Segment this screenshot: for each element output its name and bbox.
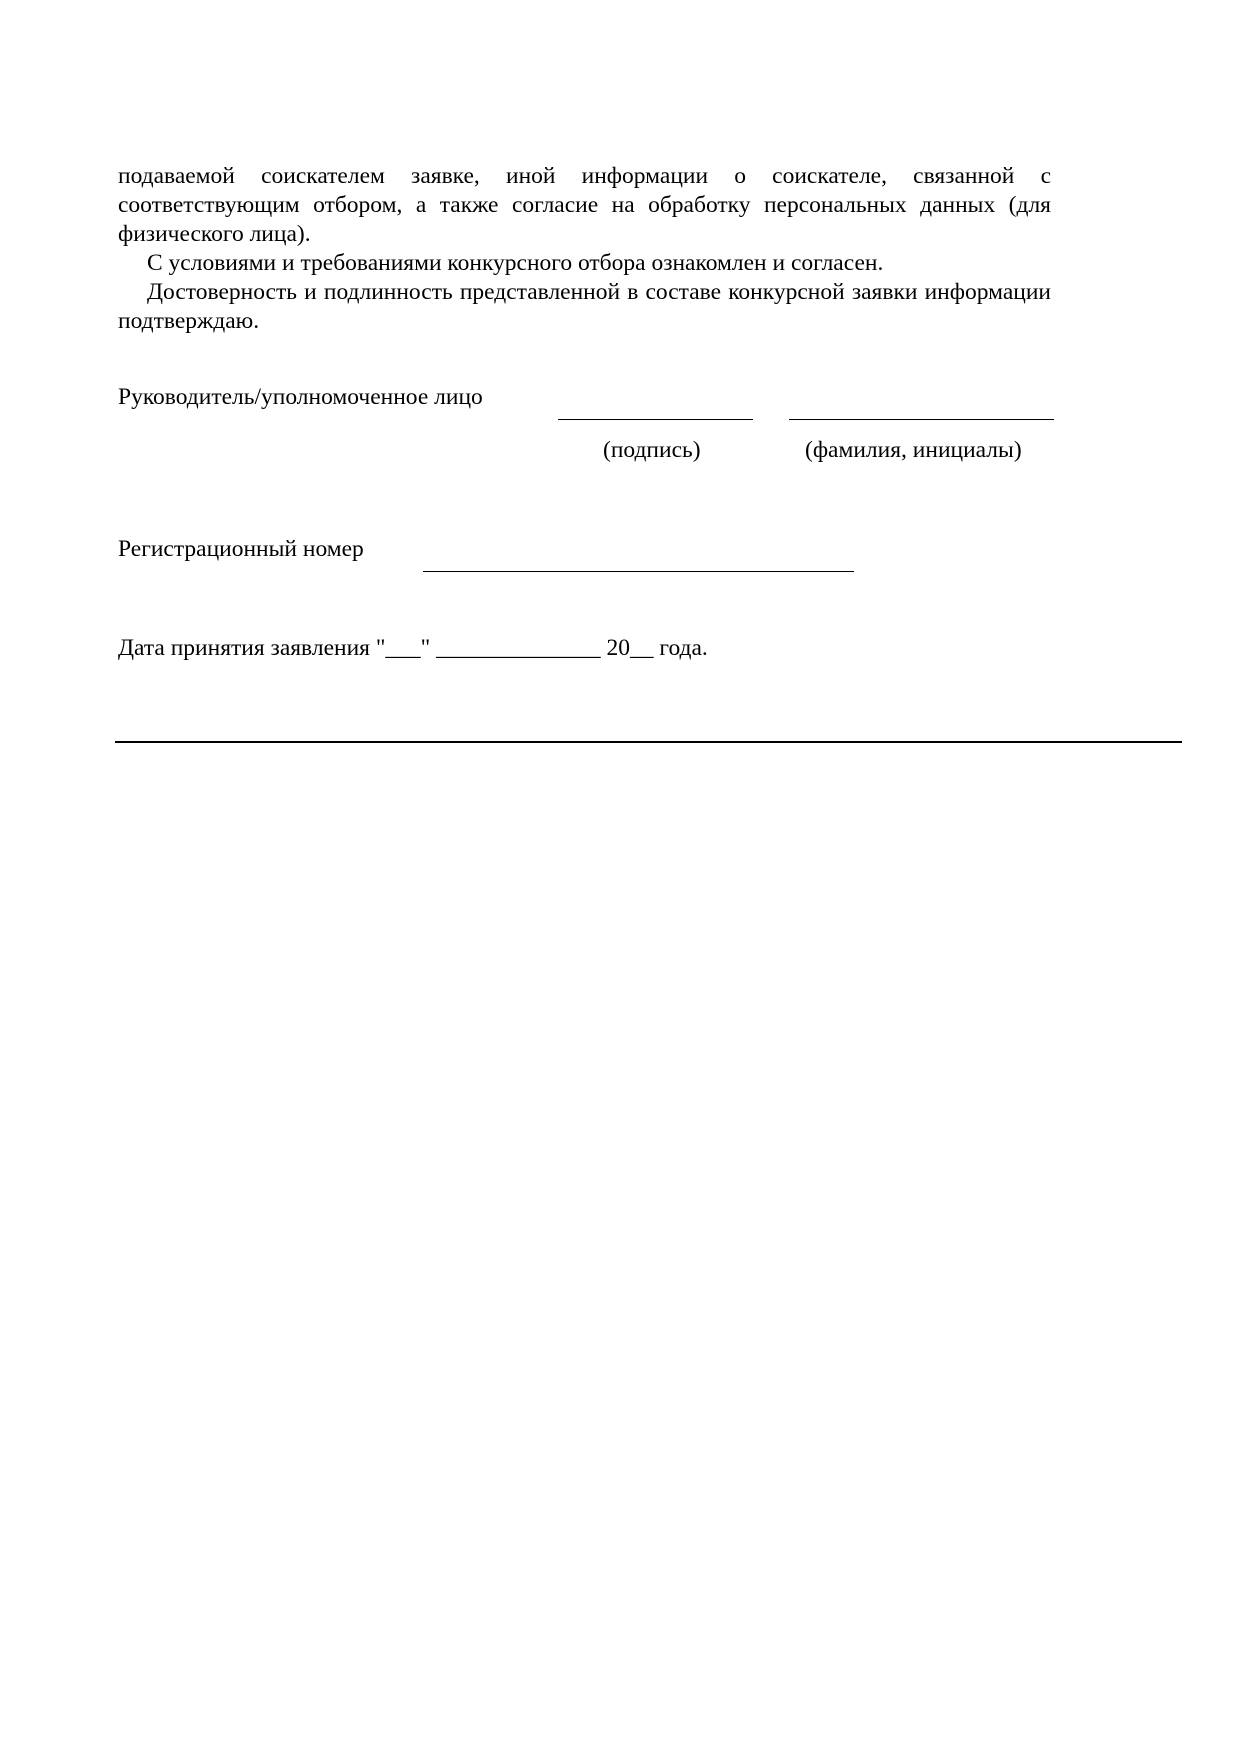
- consent-paragraph: подаваемой соискателем заявке, иной информации о соискателе, связанной с соответствующим отбором, а также согласие на обработку персональных данных (для физического лица).: [118, 163, 1051, 247]
- registration-number-line[interactable]: [423, 571, 854, 572]
- name-initials-caption: (фамилия, инициалы): [805, 437, 1022, 463]
- conditions-paragraph: С условиями и требованиями конкурсного отбора ознакомлен и согласен.: [147, 250, 884, 276]
- signature-caption: (подпись): [603, 437, 701, 463]
- acceptance-date-line: Дата принятия заявления "___" ______________ 20__ года.: [118, 635, 708, 661]
- name-initials-line[interactable]: [789, 419, 1054, 420]
- body-text: [118, 162, 1051, 336]
- signatory-label: Руководитель/уполномоченное лицо: [118, 384, 483, 410]
- registration-number-label: Регистрационный номер: [118, 536, 364, 562]
- signature-line[interactable]: [558, 419, 753, 420]
- horizontal-rule: [115, 741, 1182, 743]
- reliability-paragraph: Достоверность и подлинность представленной в составе конкурсной заявки информации подтверждаю.: [118, 279, 1051, 334]
